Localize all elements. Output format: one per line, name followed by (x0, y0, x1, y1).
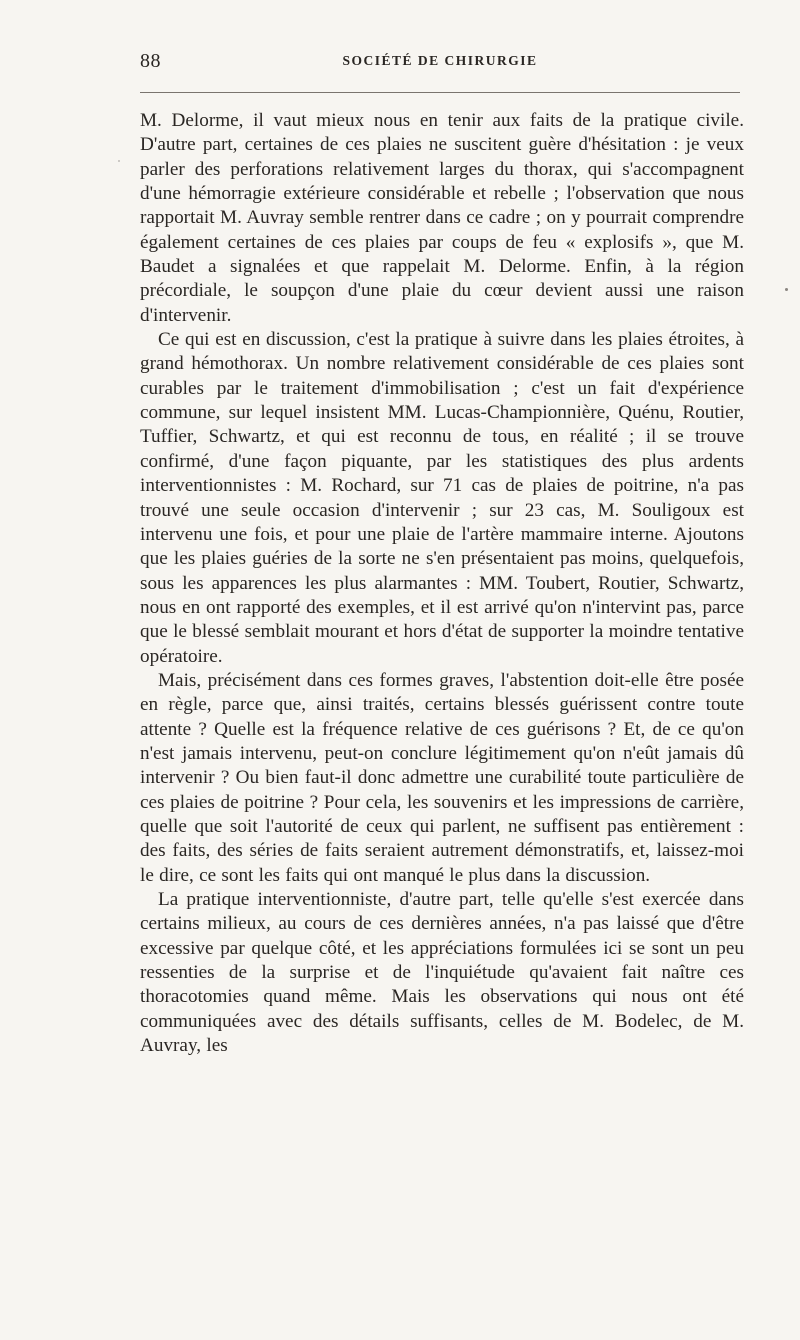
paragraph-1: M. Delorme, il vaut mieux nous en tenir aux faits de la pratique civile. D'autre part, certaines de ces plaies ne suscitent guère d'hésitation : je veux parler des perforations relativement larges du thorax, qui s'accompagnent d'une hémorragie extérieure considérable et rebelle ; l'observation que nous rapportait M. Auvray semble rentrer dans ce cadre ; on y pourrait comprendre également certaines de ces plaies par coups de feu « explosifs », que M. Baudet a signalées et que rappelait M. Delorme. Enfin, à la région précordiale, le soupçon d'une plaie du cœur devient aussi une raison d'intervenir. (140, 110, 744, 326)
running-title: SOCIÉTÉ DE CHIRURGIE (342, 53, 538, 68)
margin-speck (785, 288, 788, 291)
paragraph-2: Ce qui est en discussion, c'est la pratique à suivre dans les plaies étroites, à grand hémothorax. Un nombre relativement considérable de ces plaies sont curables par le traitement d'immobilisation ; c'est un fait d'expérience commune, sur lequel insistent MM. Lucas-Championnière, Quénu, Routier, Tuffier, Schwartz, et qui est reconnu de tous, en réalité ; il se trouve confirmé, d'une façon piquante, par les statistiques des plus ardents interventionnistes : M. Rochard, sur 71 cas de plaies de poitrine, n'a pas trouvé une seule occasion d'intervenir ; sur 23 cas, M. Souligoux est intervenu une fois, et pour une plaie de l'artère mammaire interne. Ajoutons que les plaies guéries de la sorte ne s'en présentaient pas moins, quelquefois, sous les apparences les plus alarmantes : MM. Toubert, Routier, Schwartz, nous en ont rapporté des exemples, et il est arrivé qu'on n'intervint pas, parce que le blessé semblait mourant et hors d'état de supporter la moindre tentative opératoire. (140, 329, 744, 667)
body-text (140, 109, 744, 1058)
page-header (140, 50, 740, 74)
paragraph-3: Mais, précisément dans ces formes graves, l'abstention doit-elle être posée en règle, parce que, ainsi traités, certains blessés guérissent contre toute attente ? Quelle est la fréquence relative de ces guérisons ? Et, de ce qu'on n'est jamais intervenu, peut-on conclure légitimement qu'on n'eût jamais dû intervenir ? Ou bien faut-il donc admettre une curabilité toute particulière de ces plaies de poitrine ? Pour cela, les souvenirs et les impressions de carrière, quelle que soit l'autorité de ceux qui parlent, ne suffisent pas entièrement : des faits, des séries de faits seraient autrement démonstratifs, et, laissez-moi le dire, ce sont les faits qui ont manqué le plus dans la discussion. (140, 669, 744, 886)
paragraph-4: La pratique interventionniste, d'autre part, telle qu'elle s'est exercée dans certains milieux, au cours de ces dernières années, n'a pas laissé que d'être excessive par quelque côté, et les appréciations formulées ici se sont un peu ressenties de la surprise et de l'inquiétude qu'avaient fait naître ces thoracotomies quand même. Mais les observations qui nous ont été communiquées avec des détails suffisants, celles de M. Bodelec, de M. Auvray, les (140, 889, 744, 1057)
margin-speck (118, 160, 120, 162)
header-rule (140, 92, 740, 93)
page-number: 88 (140, 50, 161, 72)
